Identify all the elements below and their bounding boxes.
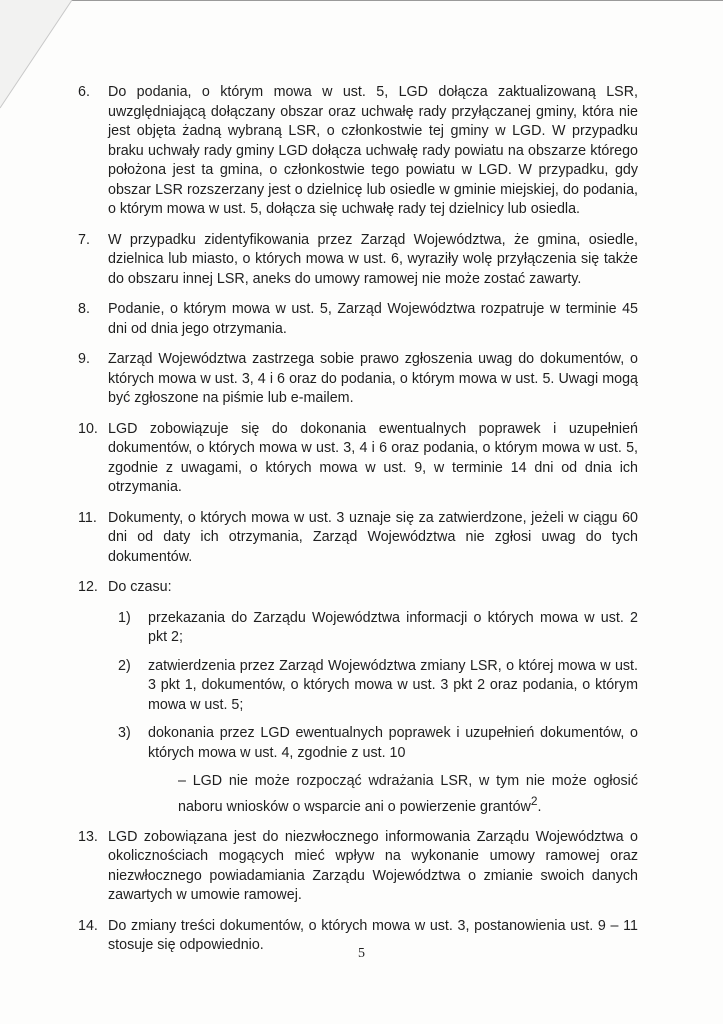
paragraph-11 <box>78 509 638 568</box>
note-text: – LGD nie może rozpocząć wdrażania LSR, w tym nie może ogłosić naboru wniosków o wsparcie ani o powierzenie grantów <box>178 773 638 815</box>
subitem-number: 2) <box>118 657 131 674</box>
paragraph-8 <box>78 300 638 339</box>
paragraph-9 <box>78 350 638 409</box>
subitem-text: dokonania przez LGD ewentualnych poprawek i uzupełnień dokumentów, o których mowa w ust. 4, zgodnie z ust. 10 <box>148 725 638 761</box>
footnote-ref: 2 <box>530 793 538 808</box>
paragraph-13 <box>78 828 638 906</box>
paragraph-text: Zarząd Województwa zastrzega sobie prawo zgłoszenia uwag do dokumentów, o których mowa w ust. 3, 4 i 6 oraz do podania, o którym mowa w ust. 5. Uwagi mogą być zgłoszone na piśmie lub e-mailem. <box>108 351 638 406</box>
paragraph-text: Do podania, o którym mowa w ust. 5, LGD dołącza zaktualizowaną LSR, uwzględniającą dołączany obszar oraz uchwałę rady przyłączanej gminy, która nie jest objęta żadną wybraną LSR, o członkostwie tej gminy w LGD. W przypadku braku uchwały rady gminy LGD dołącza uchwałę rady powiatu na obszarze którego położona jest ta gmina, o członkostwie tego powiatu w LGD. W przypadku, gdy obszar LSR rozszerzany jest o dzielnicę lub osiedle w gminie miejskiej, do podania, o którym mowa w ust. 5, dołącza się uchwałę rady tej dzielnicy lub osiedla. <box>108 84 638 217</box>
paragraph-7 <box>78 231 638 290</box>
paragraph-6 <box>78 83 638 220</box>
subitem-number: 3) <box>118 725 131 741</box>
paragraph-text: LGD zobowiązana jest do niezwłocznego informowania Zarządu Województwa o okolicznościach mogących mieć wpływ na wykonanie umowy ramowej oraz niezwłocznego powiadamiania Zarządu Województwa o zmianie swoich danych zawartych w umowie ramowej. <box>108 828 638 904</box>
paragraph-text: LGD zobowiązuje się do dokonania ewentualnych poprawek i uzupełnień dokumentów, o których mowa w ust. 3, 4 i 6 oraz podania, o którym mowa w ust. 5, zgodnie z uwagami, o których mowa w ust. 9, w terminie 14 dni od dnia ich otrzymania. <box>108 420 638 495</box>
paragraph-number: 11. <box>78 509 97 526</box>
paragraph-number: 13. <box>78 828 98 845</box>
subitem-text: zatwierdzenia przez Zarząd Województwa zmiany LSR, o której mowa w ust. 3 pkt 1, dokumentów, o których mowa w ust. 3 pkt 2 oraz podania, o którym mowa w ust. 5; <box>148 657 638 713</box>
paragraph-10 <box>78 420 638 498</box>
paragraph-12 <box>78 578 638 817</box>
paragraph-number: 6. <box>78 84 90 100</box>
paragraph-text: W przypadku zidentyfikowania przez Zarząd Województwa, że gmina, osiedle, dzielnica lub miasto, o których mowa w ust. 6, wyraziły wolę przyłączenia się także do obszaru innej LSR, aneks do umowy ramowej nie może zostać zawarty. <box>108 231 638 287</box>
document-body <box>78 83 638 967</box>
paragraph-text: Do czasu: <box>108 579 172 595</box>
paragraph-text: Podanie, o którym mowa w ust. 5, Zarząd Województwa rozpatruje w terminie 45 dni od dnia jego otrzymania. <box>108 301 638 337</box>
folded-corner-shadow <box>0 0 80 110</box>
paragraph-number: 9. <box>78 351 90 367</box>
page-number: 5 <box>358 946 365 961</box>
paragraph-number: 14. <box>78 917 98 934</box>
subitem-3 <box>118 724 638 763</box>
subitem-text: przekazania do Zarządu Województwa informacji o których mowa w ust. 2 pkt 2; <box>148 609 638 645</box>
paragraph-number: 7. <box>78 231 90 248</box>
paragraph-text: Do zmiany treści dokumentów, o których mowa w ust. 3, postanowienia ust. 9 – 11 stosuje się odpowiednio. <box>108 917 638 954</box>
subitem-1 <box>118 609 638 648</box>
paragraph-number: 10. <box>78 420 98 437</box>
restriction-note <box>178 772 638 817</box>
subitem-2 <box>118 657 638 716</box>
subitem-number: 1) <box>118 609 131 626</box>
note-tail: . <box>537 798 542 815</box>
paragraph-number: 12. <box>78 579 98 595</box>
paragraph-number: 8. <box>78 301 90 317</box>
paragraph-text: Dokumenty, o których mowa w ust. 3 uznaje się za zatwierdzone, jeżeli w ciągu 60 dni od daty ich otrzymania, Zarząd Województwa nie zgłosi uwag do tych dokumentów. <box>108 509 638 565</box>
page-top-edge <box>70 0 723 1</box>
